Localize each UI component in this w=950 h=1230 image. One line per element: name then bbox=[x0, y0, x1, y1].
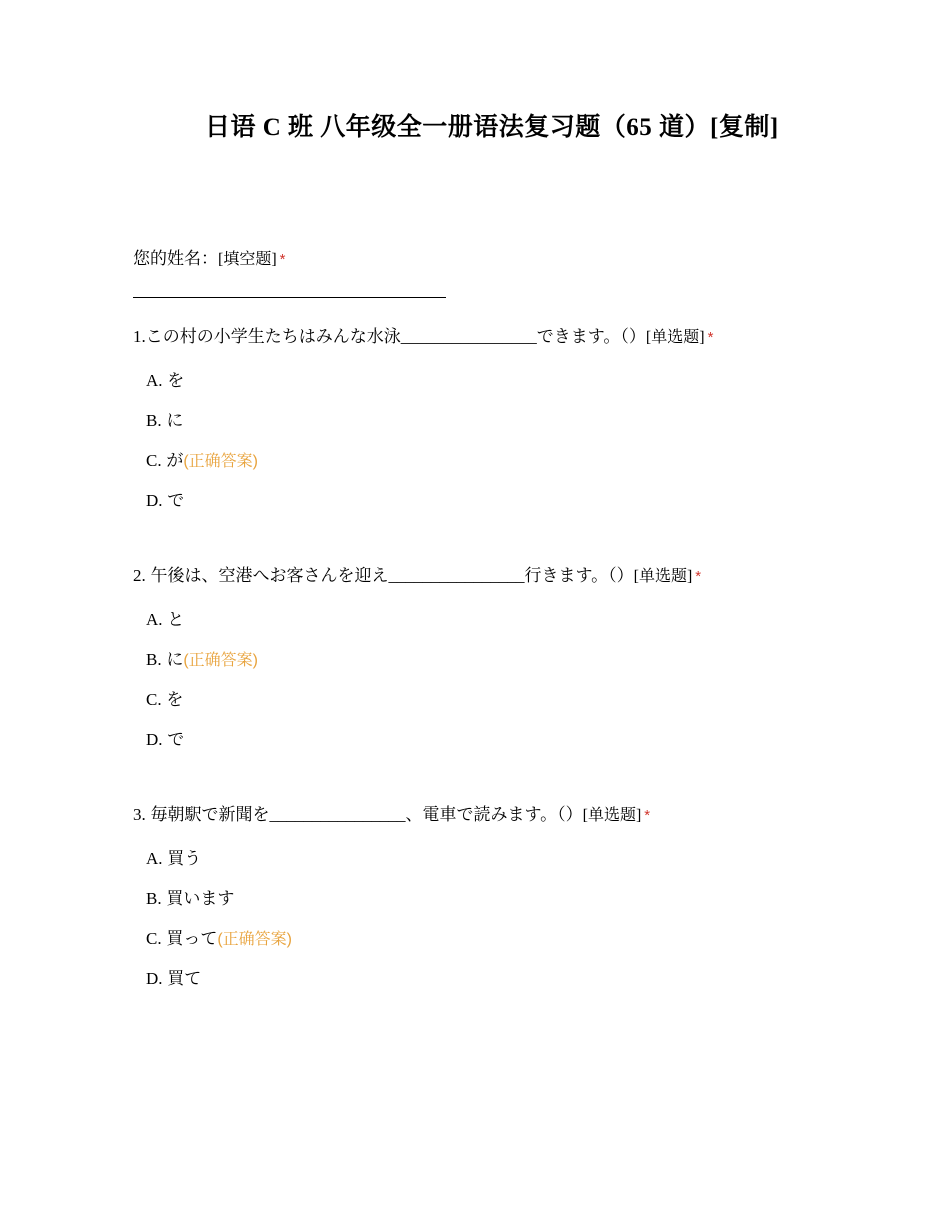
question-1-options bbox=[133, 361, 833, 521]
option-text: で bbox=[167, 730, 185, 749]
option-text: を bbox=[166, 690, 184, 709]
spacer bbox=[133, 760, 833, 776]
name-question bbox=[133, 248, 833, 271]
question-3-number: 3. bbox=[133, 805, 146, 824]
option-item[interactable] bbox=[133, 441, 833, 481]
option-text: 買って bbox=[166, 929, 218, 948]
question-3-stem bbox=[133, 802, 833, 829]
option-text: が bbox=[166, 451, 184, 470]
question-3-required-mark: * bbox=[644, 807, 651, 824]
question-1-stem-after: できます。（） bbox=[536, 327, 646, 346]
question-3-stem-after: 、電車で読みます。（） bbox=[405, 805, 583, 824]
option-text: 買う bbox=[167, 849, 202, 868]
option-item[interactable] bbox=[133, 600, 833, 640]
name-label: 您的姓名： bbox=[133, 249, 218, 268]
option-letter: B. bbox=[146, 650, 162, 669]
question-2-number: 2. bbox=[133, 566, 146, 585]
option-item[interactable] bbox=[133, 481, 833, 521]
option-correct-label: (正确答案) bbox=[183, 453, 258, 470]
question-3 bbox=[133, 802, 833, 999]
name-type-tag: [填空题] bbox=[218, 251, 277, 268]
option-letter: C. bbox=[146, 451, 162, 470]
name-answer-blank[interactable] bbox=[133, 297, 446, 298]
question-1-number: 1. bbox=[133, 327, 146, 346]
option-letter: C. bbox=[146, 690, 162, 709]
document-body bbox=[133, 248, 833, 999]
option-letter: A. bbox=[146, 371, 163, 390]
option-item[interactable] bbox=[133, 680, 833, 720]
option-letter: A. bbox=[146, 610, 163, 629]
question-1-stem bbox=[133, 324, 833, 351]
question-3-blank: ________________ bbox=[269, 805, 406, 824]
spacer bbox=[133, 521, 833, 537]
question-3-stem-before: 毎朝駅で新聞を bbox=[150, 805, 270, 824]
option-item[interactable] bbox=[133, 879, 833, 919]
question-2-blank: ________________ bbox=[388, 566, 525, 585]
question-2-stem-after: 行きます。（） bbox=[524, 566, 634, 585]
option-letter: D. bbox=[146, 969, 163, 988]
option-text: 買て bbox=[167, 969, 202, 988]
option-correct-label: (正确答案) bbox=[183, 652, 258, 669]
question-1 bbox=[133, 324, 833, 521]
question-2-options bbox=[133, 600, 833, 760]
option-text: を bbox=[167, 371, 185, 390]
option-item[interactable] bbox=[133, 839, 833, 879]
question-3-type-tag: [单选题] bbox=[582, 807, 642, 824]
option-letter: A. bbox=[146, 849, 163, 868]
question-1-stem-before: この村の小学生たちはみんな水泳 bbox=[145, 327, 401, 346]
option-text: で bbox=[167, 491, 185, 510]
question-2-type-tag: [单选题] bbox=[633, 568, 693, 585]
question-2 bbox=[133, 563, 833, 760]
option-item[interactable] bbox=[133, 919, 833, 959]
option-item[interactable] bbox=[133, 361, 833, 401]
question-1-required-mark: * bbox=[707, 329, 714, 346]
option-correct-label: (正确答案) bbox=[217, 931, 292, 948]
option-letter: C. bbox=[146, 929, 162, 948]
question-2-stem-before: 午後は、空港へお客さんを迎え bbox=[150, 566, 389, 585]
option-item[interactable] bbox=[133, 401, 833, 441]
name-required-mark: * bbox=[279, 251, 286, 268]
question-2-stem bbox=[133, 563, 833, 590]
option-item[interactable] bbox=[133, 720, 833, 760]
option-text: に bbox=[166, 411, 184, 430]
question-1-type-tag: [单选题] bbox=[645, 329, 705, 346]
option-item[interactable] bbox=[133, 640, 833, 680]
option-text: と bbox=[167, 610, 185, 629]
option-letter: D. bbox=[146, 730, 163, 749]
option-letter: B. bbox=[146, 889, 162, 908]
option-text: 買います bbox=[166, 889, 235, 908]
question-3-options bbox=[133, 839, 833, 999]
option-letter: D. bbox=[146, 491, 163, 510]
option-letter: B. bbox=[146, 411, 162, 430]
page-title: 日语 C 班 八年级全一册语法复习题（65 道）[复制] bbox=[205, 114, 779, 141]
option-item[interactable] bbox=[133, 959, 833, 999]
question-1-blank: ________________ bbox=[400, 327, 537, 346]
option-text: に bbox=[166, 650, 184, 669]
question-2-required-mark: * bbox=[695, 568, 702, 585]
